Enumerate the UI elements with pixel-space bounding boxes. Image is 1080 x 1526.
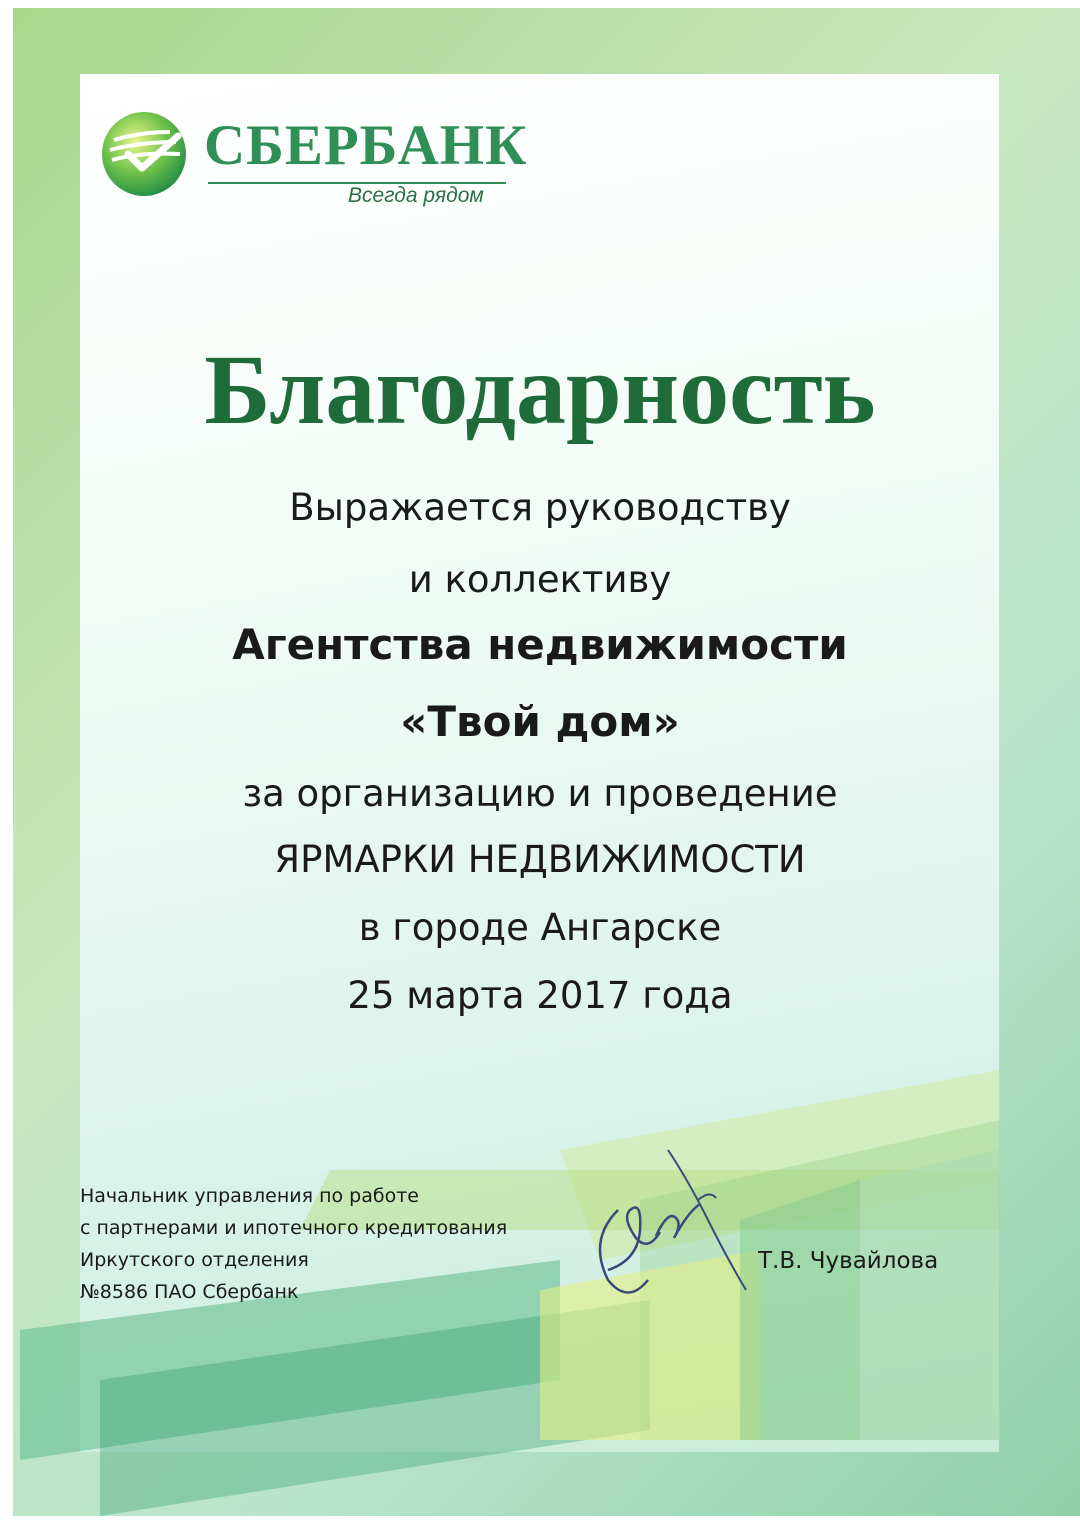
position-line-4: №8586 ПАО Сбербанк xyxy=(80,1281,299,1303)
sberbank-logo xyxy=(100,110,528,220)
brand-slogan: Всегда рядом xyxy=(348,184,484,207)
recipient-line-2: «Твой дом» xyxy=(400,697,680,746)
text-line-1: Выражается руководству xyxy=(289,486,791,529)
position-line-1: Начальник управления по работе xyxy=(80,1185,419,1207)
signer-name: Т.В. Чувайлова xyxy=(758,1248,939,1274)
recipient-line-1: Агентства недвижимости xyxy=(232,620,848,669)
signer-position xyxy=(80,1180,507,1308)
event-name: ЯРМАРКИ НЕДВИЖИМОСТИ xyxy=(274,838,806,881)
sberbank-logo-icon xyxy=(100,110,188,198)
text-line-2: и коллективу xyxy=(408,558,672,601)
position-line-2: с партнерами и ипотечного кредитования xyxy=(80,1217,508,1239)
brand-name: СБЕРБАНК xyxy=(204,114,528,177)
event-date: 25 марта 2017 года xyxy=(347,974,733,1017)
text-line-5: за организацию и проведение xyxy=(242,772,838,815)
certificate-title: Благодарность xyxy=(204,334,876,445)
event-city: в городе Ангарске xyxy=(358,906,722,949)
handwritten-signature xyxy=(578,1140,748,1310)
position-line-3: Иркутского отделения xyxy=(80,1249,309,1271)
